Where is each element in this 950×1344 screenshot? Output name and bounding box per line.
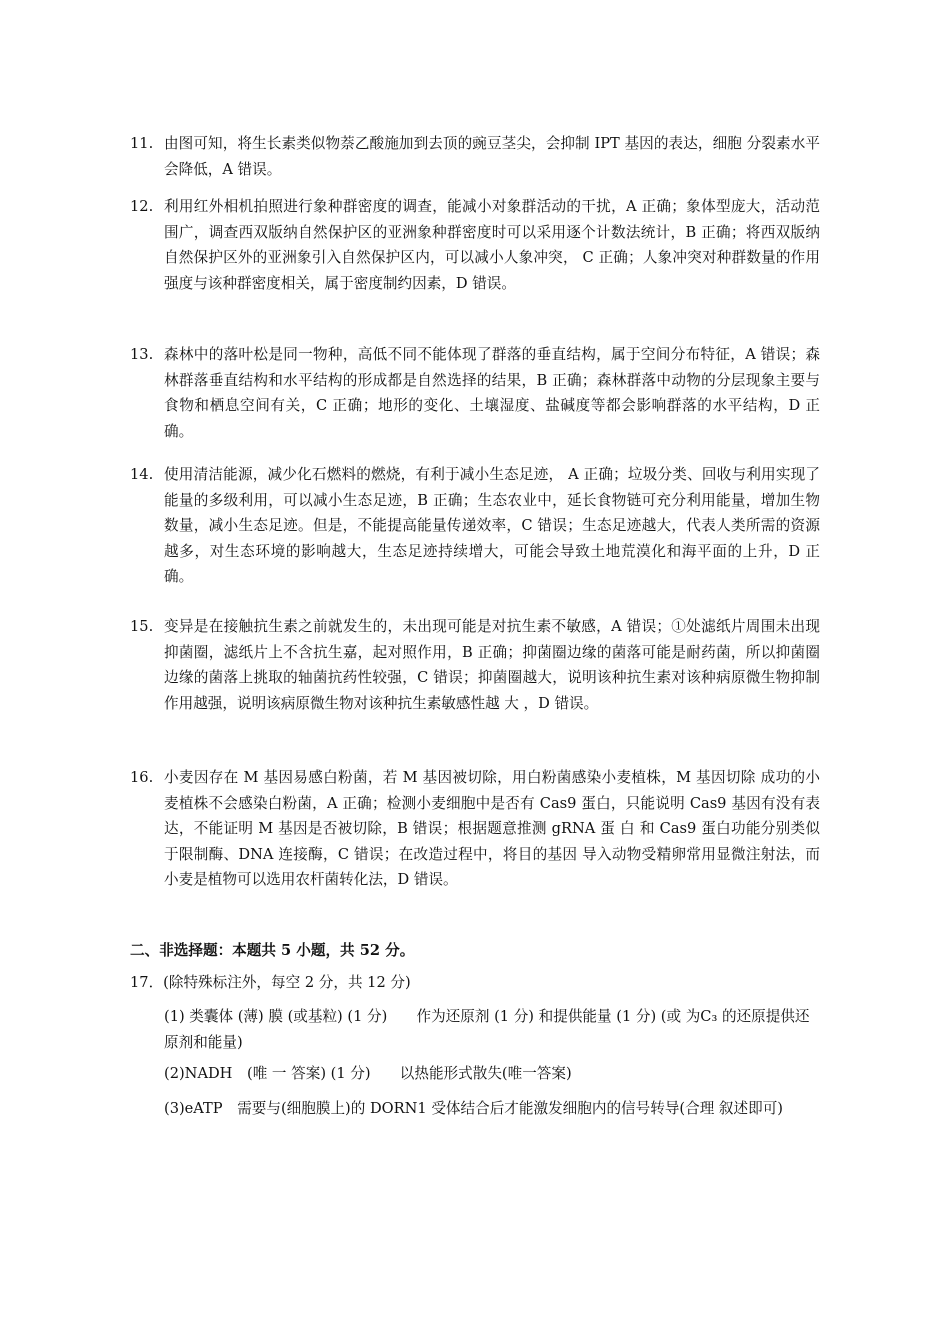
answer-item-16	[130, 765, 820, 893]
question-17-header: 17．(除特殊标注外，每空 2 分，共 12 分)	[130, 974, 411, 991]
answer-item-13	[130, 342, 820, 444]
item-text: 小麦因存在 M 基因易感白粉菌，若 M 基因被切除，用白粉菌感染小麦植株，M 基因切除 成功的小麦植株不会感染白粉菌，A 正确；检测小麦细胞中是否有 Cas9 蛋白，只能说明 Cas9 基因有没有表达，不能证明 M 基因是否被切除，B 错误；根据题意推测 gRNA 蛋 白 和 Cas9 蛋白功能分别类似于限制酶、DNA 连接酶，C 错误；在改造过程中，将目的基因 导入动物受精卵常用显微注射法，而小麦是植物可以选用农杆菌转化法，D 错误。	[164, 769, 820, 888]
item-number: 12.	[130, 198, 154, 215]
item-number: 16.	[130, 769, 154, 786]
item-number: 14.	[130, 466, 154, 483]
q17-answer-3: (3)eATP 需要与(细胞膜上)的 DORN1 受体结合后才能激发细胞内的信号转导(合理 叙述即可)	[164, 1100, 784, 1117]
answer-item-15	[130, 614, 820, 716]
item-number: 11.	[130, 135, 154, 152]
item-text: 由图可知，将生长素类似物萘乙酸施加到去顶的豌豆茎尖，会抑制 IPT 基因的表达，细胞 分裂素水平会降低，A 错误。	[164, 135, 820, 178]
q17-answer-1: (1) 类囊体 (薄) 膜 (或基粒) (1 分) 作为还原剂 (1 分) 和提供能量 (1 分) (或 为C₃ 的还原提供还原剂和能量)	[164, 1008, 810, 1051]
answer-item-11	[130, 131, 820, 182]
q17-answer-2: (2)NADH (唯 一 答案) (1 分) 以热能形式散失(唯一答案)	[164, 1065, 572, 1082]
item-text: 森林中的落叶松是同一物种，高低不同不能体现了群落的垂直结构，属于空间分布特征，A 错误；森林群落垂直结构和水平结构的形成都是自然选择的结果，B 正确；森林群落中动物的分层现象主要与食物和栖息空间有关，C 正确；地形的变化、土壤湿度、盐碱度等都会影响群落的水平结构，D 正确。	[164, 346, 820, 440]
answer-item-14	[130, 462, 820, 590]
item-text: 使用清洁能源，减少化石燃料的燃烧，有利于减小生态足迹， A 正确；垃圾分类、回收与利用实现了能量的多级利用，可以减小生态足迹，B 正确；生态农业中，延长食物链可充分利用能量，增加生物数量，减小生态足迹。但是，不能提高能量传递效率，C 错误；生态足迹越大，代表人类所需的资源越多，对生态环境的影响越大，生态足迹持续增大，可能会导致土地荒漠化和海平面的上升，D 正确。	[164, 466, 820, 585]
item-number: 15.	[130, 618, 154, 635]
section-title: 二、非选择题：本题共 5 小题，共 52 分。	[130, 942, 415, 959]
answer-item-12	[130, 194, 820, 296]
item-number: 13.	[130, 346, 154, 363]
item-text: 变异是在接触抗生素之前就发生的，未出现可能是对抗生素不敏感，A 错误；①处滤纸片周围未出现抑菌圈，滤纸片上不含抗生嘉，起对照作用，B 正确；抑菌圈边缘的菌落可能是耐药菌，所以抑菌圈边缘的菌落上挑取的轴菌抗药性较强，C 错误；抑菌圈越大，说明该种抗生素对该种病原微生物抑制作用越强，说明该病原微生物对该种抗生素敏感性越 大 ，D 错误。	[164, 618, 820, 712]
item-text: 利用红外相机拍照进行象种群密度的调查，能减小对象群活动的干扰，A 正确；象体型庞大，活动范围广，调查西双版纳自然保护区的亚洲象种群密度时可以采用逐个计数法统计，B 正确；将西双版纳自然保护区外的亚洲象引入自然保护区内，可以减小人象冲突， C 正确；人象冲突对种群数量的作用强度与该种群密度相关，属于密度制约因素，D 错误。	[164, 198, 820, 292]
